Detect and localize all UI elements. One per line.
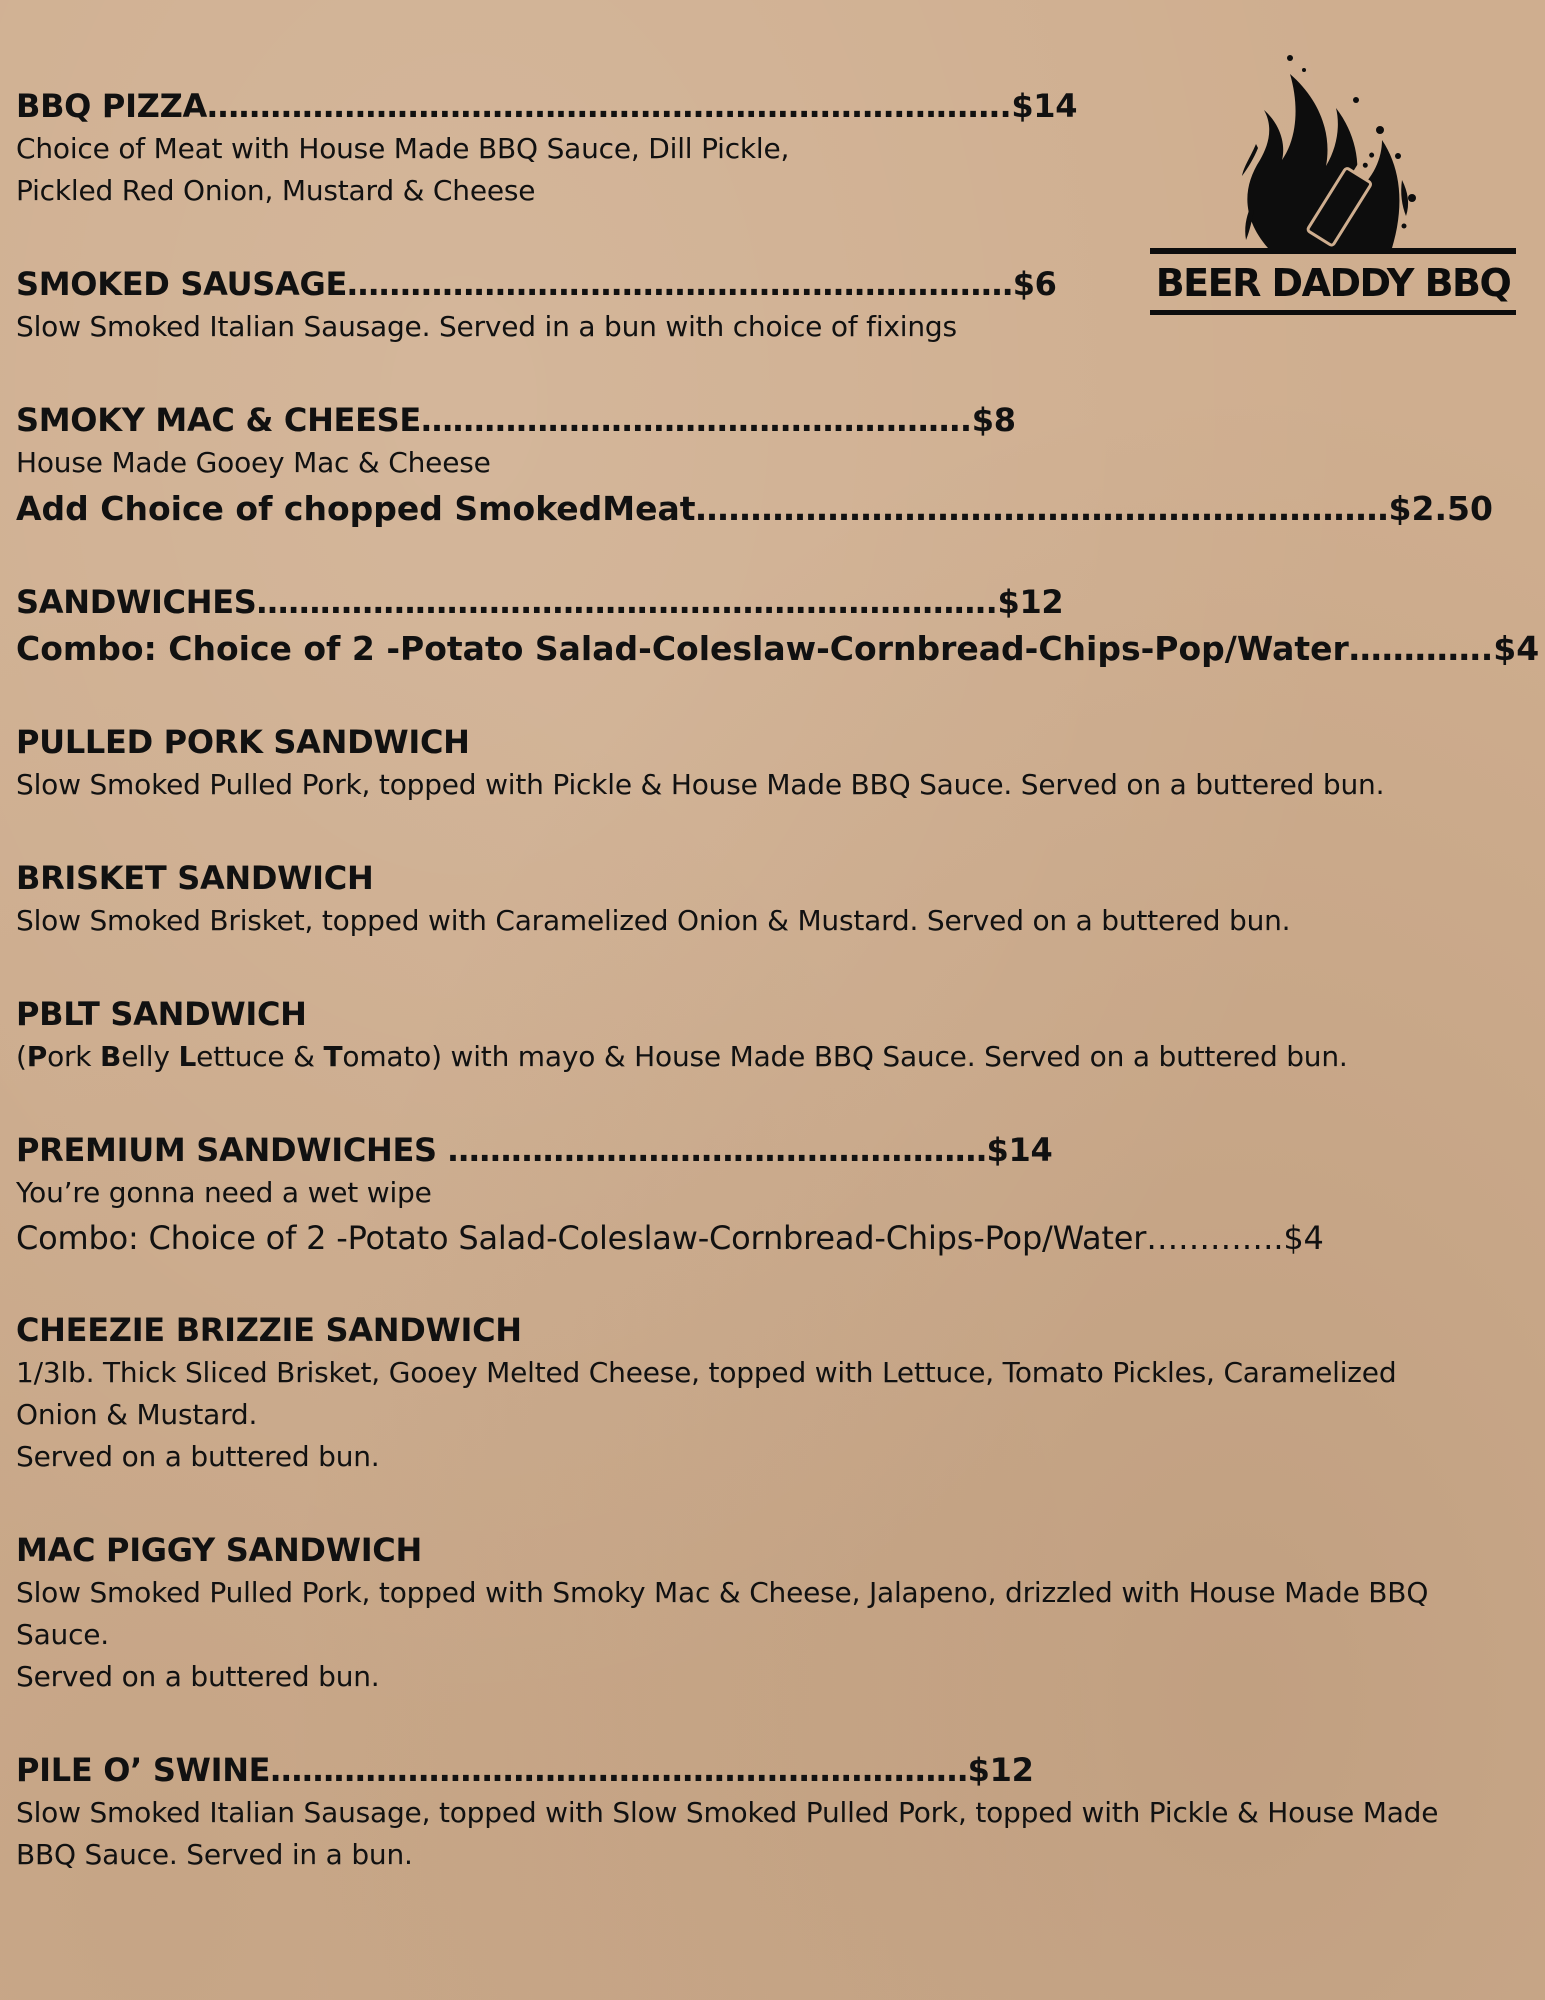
item-title: SMOKED SAUSAGE………………………………………………………$6 [16,265,1057,303]
item-description: Slow Smoked Pulled Pork, topped with Smoky Mac & Cheese, Jalapeno, drizzled with House Made BBQ [16,1576,1429,1609]
item-description: BBQ Sauce. Served in a bun. [16,1838,413,1871]
desc-part: elly [121,1040,179,1073]
item-description: 1/3lb. Thick Sliced Brisket, Gooey Melted Cheese, topped with Lettuce, Tomato Pickles, Caramelized [16,1356,1397,1389]
menu-item-smoked-sausage [16,262,1536,348]
item-title: PULLED PORK SANDWICH [16,723,470,761]
desc-part: ork [47,1040,101,1073]
item-title: PREMIUM SANDWICHES ……………………………………………$14 [16,1131,1053,1169]
item-description: Onion & Mustard. [16,1398,258,1431]
item-combo: Combo: Choice of 2 -Potato Salad-Coleslaw-Cornbread-Chips-Pop/Water………….$4 [16,629,1540,668]
menu-list [16,84,1540,1876]
item-title: PBLT SANDWICH [16,995,307,1033]
menu-item-cheezie-brizzie [16,1308,1536,1478]
item-description: Sauce. [16,1618,109,1651]
item-title: SMOKY MAC & CHEESE…………………………………………….$8 [16,401,1016,439]
item-description: Served on a buttered bun. [16,1660,380,1693]
menu-item-bbq-pizza [16,84,1536,212]
item-description: Slow Smoked Brisket, topped with Caramelized Onion & Mustard. Served on a buttered bun. [16,904,1291,937]
menu-item-sandwiches [16,580,1540,674]
item-description: Pickled Red Onion, Mustard & Cheese [16,174,536,207]
item-title: SANDWICHES…………………………………………………………….$12 [16,583,1064,621]
item-description: Choice of Meat with House Made BBQ Sauce, Dill Pickle, [16,132,790,165]
item-description: House Made Gooey Mac & Cheese [16,446,491,479]
item-title: BRISKET SANDWICH [16,859,374,897]
menu-item-pulled-pork [16,720,1536,806]
item-title: CHEEZIE BRIZZIE SANDWICH [16,1311,522,1349]
menu-item-premium [16,1128,1536,1262]
desc-part: ettuce & [196,1040,324,1073]
menu-item-mac-piggy [16,1528,1536,1698]
acronym-letter: B [100,1040,122,1073]
item-description: Served on a buttered bun. [16,1440,380,1473]
item-title: BBQ PIZZA………………………………………………………………….$14 [16,87,1078,125]
item-description [16,1036,1536,1078]
item-title: MAC PIGGY SANDWICH [16,1531,422,1569]
item-title: PILE O’ SWINE…………………………………………………………$12 [16,1751,1034,1789]
item-description: You’re gonna need a wet wipe [16,1176,432,1209]
menu-item-pile-o-swine [16,1748,1536,1876]
menu-item-pblt [16,992,1536,1078]
item-description: Slow Smoked Italian Sausage, topped with Slow Smoked Pulled Pork, topped with Pickle & House Made [16,1796,1439,1829]
acronym-letter: P [26,1040,48,1073]
item-description: Slow Smoked Italian Sausage. Served in a bun with choice of fixings [16,310,957,343]
desc-part: omato) with mayo & House Made BBQ Sauce. Served on a buttered bun. [342,1040,1348,1073]
item-combo: Combo: Choice of 2 -Potato Salad-Coleslaw-Cornbread-Chips-Pop/Water………….$4 [16,1219,1324,1257]
menu-item-brisket [16,856,1536,942]
item-description: Slow Smoked Pulled Pork, topped with Pickle & House Made BBQ Sauce. Served on a buttered bun. [16,768,1385,801]
acronym-letter: L [178,1040,197,1073]
menu-item-smoky-mac [16,398,1536,534]
item-addon: Add Choice of chopped SmokedMeat………………………………………………………$2.50 [16,489,1493,528]
desc-part: ( [16,1040,27,1073]
brand-name: BEER DADDY BBQ [1155,261,1511,305]
acronym-letter: T [323,1040,343,1073]
